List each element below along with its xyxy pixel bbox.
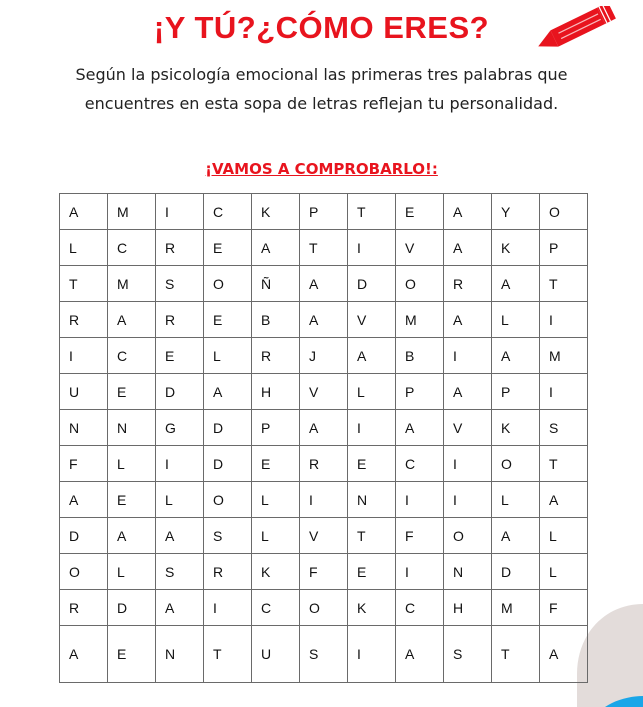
grid-cell[interactable]: E: [252, 446, 300, 482]
grid-cell[interactable]: N: [444, 554, 492, 590]
grid-cell[interactable]: H: [252, 374, 300, 410]
grid-cell[interactable]: E: [348, 554, 396, 590]
grid-cell[interactable]: L: [540, 518, 588, 554]
grid-cell[interactable]: R: [156, 230, 204, 266]
grid-cell[interactable]: R: [300, 446, 348, 482]
grid-cell[interactable]: S: [444, 626, 492, 683]
grid-cell[interactable]: R: [60, 302, 108, 338]
grid-cell[interactable]: R: [252, 338, 300, 374]
grid-cell[interactable]: I: [204, 590, 252, 626]
page-title: ¡Y TÚ?¿CÓMO ERES?: [153, 10, 490, 45]
grid-row: [60, 374, 588, 410]
grid-cell[interactable]: A: [300, 410, 348, 446]
grid-cell[interactable]: A: [300, 302, 348, 338]
grid-cell[interactable]: V: [396, 230, 444, 266]
grid-cell[interactable]: I: [444, 482, 492, 518]
grid-cell[interactable]: C: [252, 590, 300, 626]
grid-cell[interactable]: E: [396, 194, 444, 230]
grid-cell[interactable]: E: [204, 230, 252, 266]
grid-cell[interactable]: L: [492, 482, 540, 518]
grid-cell[interactable]: N: [108, 410, 156, 446]
grid-cell[interactable]: I: [156, 194, 204, 230]
grid-cell[interactable]: L: [252, 518, 300, 554]
grid-cell[interactable]: S: [156, 554, 204, 590]
grid-cell[interactable]: A: [492, 266, 540, 302]
grid-cell[interactable]: N: [60, 410, 108, 446]
grid-cell[interactable]: L: [348, 374, 396, 410]
grid-cell[interactable]: P: [252, 410, 300, 446]
grid-cell[interactable]: S: [204, 518, 252, 554]
grid-cell[interactable]: E: [156, 338, 204, 374]
grid-row: [60, 482, 588, 518]
grid-row: [60, 338, 588, 374]
grid-cell[interactable]: A: [348, 338, 396, 374]
grid-cell[interactable]: R: [60, 590, 108, 626]
grid-cell[interactable]: F: [540, 590, 588, 626]
grid-cell[interactable]: I: [396, 482, 444, 518]
grid-cell[interactable]: I: [348, 410, 396, 446]
pencil-icon: [530, 6, 622, 50]
grid-cell[interactable]: C: [108, 230, 156, 266]
grid-cell[interactable]: T: [540, 446, 588, 482]
grid-cell[interactable]: S: [300, 626, 348, 683]
grid-cell[interactable]: L: [108, 554, 156, 590]
grid-cell[interactable]: A: [204, 374, 252, 410]
grid-cell[interactable]: D: [156, 374, 204, 410]
grid-cell[interactable]: A: [60, 626, 108, 683]
grid-cell[interactable]: D: [108, 590, 156, 626]
grid-cell[interactable]: L: [492, 302, 540, 338]
grid-cell[interactable]: Ñ: [252, 266, 300, 302]
grid-cell[interactable]: T: [60, 266, 108, 302]
grid-cell[interactable]: L: [252, 482, 300, 518]
grid-cell[interactable]: A: [396, 410, 444, 446]
grid-cell[interactable]: A: [252, 230, 300, 266]
grid-cell[interactable]: F: [300, 554, 348, 590]
grid-cell[interactable]: T: [540, 266, 588, 302]
grid-cell[interactable]: O: [60, 554, 108, 590]
grid-cell[interactable]: A: [444, 230, 492, 266]
grid-cell[interactable]: K: [492, 230, 540, 266]
grid-cell[interactable]: D: [492, 554, 540, 590]
grid-cell[interactable]: T: [204, 626, 252, 683]
grid-cell[interactable]: P: [540, 230, 588, 266]
grid-cell[interactable]: E: [348, 446, 396, 482]
grid-cell[interactable]: J: [300, 338, 348, 374]
grid-cell[interactable]: I: [156, 446, 204, 482]
grid-cell[interactable]: D: [204, 446, 252, 482]
grid-row: [60, 194, 588, 230]
grid-cell[interactable]: E: [204, 302, 252, 338]
grid-cell[interactable]: A: [540, 626, 588, 683]
grid-cell[interactable]: T: [492, 626, 540, 683]
grid-cell[interactable]: M: [492, 590, 540, 626]
grid-cell[interactable]: D: [60, 518, 108, 554]
grid-cell[interactable]: M: [540, 338, 588, 374]
grid-row: [60, 446, 588, 482]
intro-text: [0, 60, 643, 118]
grid-cell[interactable]: L: [156, 482, 204, 518]
grid-cell[interactable]: A: [300, 266, 348, 302]
grid-cell[interactable]: D: [348, 266, 396, 302]
grid-cell[interactable]: A: [540, 482, 588, 518]
grid-cell[interactable]: A: [156, 590, 204, 626]
grid-cell[interactable]: I: [348, 626, 396, 683]
grid-cell[interactable]: U: [60, 374, 108, 410]
grid-cell[interactable]: O: [204, 482, 252, 518]
grid-cell[interactable]: A: [492, 338, 540, 374]
grid-cell[interactable]: A: [444, 302, 492, 338]
grid-row: [60, 410, 588, 446]
grid-cell[interactable]: O: [492, 446, 540, 482]
intro-line-1: Según la psicología emocional las primeras tres palabras que: [75, 65, 568, 84]
grid-cell[interactable]: A: [108, 518, 156, 554]
grid-cell[interactable]: R: [204, 554, 252, 590]
grid-row: [60, 518, 588, 554]
grid-cell[interactable]: L: [204, 338, 252, 374]
grid-cell[interactable]: R: [156, 302, 204, 338]
grid-cell[interactable]: V: [300, 374, 348, 410]
grid-cell[interactable]: A: [60, 482, 108, 518]
grid-cell[interactable]: O: [300, 590, 348, 626]
grid-cell[interactable]: E: [108, 482, 156, 518]
grid-cell[interactable]: I: [540, 374, 588, 410]
grid-cell[interactable]: E: [108, 374, 156, 410]
grid-cell[interactable]: L: [60, 230, 108, 266]
grid-cell[interactable]: I: [396, 554, 444, 590]
grid-cell[interactable]: C: [396, 590, 444, 626]
grid-cell[interactable]: S: [540, 410, 588, 446]
grid-cell[interactable]: U: [252, 626, 300, 683]
grid-row: [60, 554, 588, 590]
grid-cell[interactable]: M: [108, 266, 156, 302]
grid-cell[interactable]: C: [108, 338, 156, 374]
grid-cell[interactable]: V: [348, 302, 396, 338]
grid-cell[interactable]: E: [108, 626, 156, 683]
grid-row: [60, 302, 588, 338]
grid-cell[interactable]: T: [300, 230, 348, 266]
grid-cell[interactable]: T: [348, 194, 396, 230]
grid-cell[interactable]: I: [444, 338, 492, 374]
grid-cell[interactable]: P: [396, 374, 444, 410]
grid-row: [60, 230, 588, 266]
grid-cell[interactable]: Y: [492, 194, 540, 230]
grid-cell[interactable]: N: [348, 482, 396, 518]
grid-row: [60, 590, 588, 626]
grid-cell[interactable]: S: [156, 266, 204, 302]
grid-cell[interactable]: C: [204, 194, 252, 230]
grid-cell[interactable]: O: [444, 518, 492, 554]
grid-cell[interactable]: O: [540, 194, 588, 230]
grid-row: [60, 626, 588, 683]
grid-cell[interactable]: F: [60, 446, 108, 482]
intro-line-2: encuentres en esta sopa de letras reflejan tu personalidad.: [84, 94, 559, 113]
grid-cell[interactable]: F: [396, 518, 444, 554]
grid-cell[interactable]: I: [540, 302, 588, 338]
grid-cell[interactable]: L: [108, 446, 156, 482]
grid-cell[interactable]: T: [348, 518, 396, 554]
grid-cell[interactable]: A: [444, 194, 492, 230]
grid-cell[interactable]: I: [444, 446, 492, 482]
grid-cell[interactable]: G: [156, 410, 204, 446]
grid-cell[interactable]: M: [108, 194, 156, 230]
grid-cell[interactable]: H: [444, 590, 492, 626]
grid-cell[interactable]: D: [204, 410, 252, 446]
grid-cell[interactable]: L: [540, 554, 588, 590]
grid-cell[interactable]: I: [348, 230, 396, 266]
grid-row: [60, 266, 588, 302]
grid-cell[interactable]: A: [444, 374, 492, 410]
grid-cell[interactable]: K: [252, 554, 300, 590]
grid-cell[interactable]: K: [348, 590, 396, 626]
grid-cell[interactable]: A: [396, 626, 444, 683]
grid-cell[interactable]: N: [156, 626, 204, 683]
grid-cell[interactable]: K: [492, 410, 540, 446]
grid-cell[interactable]: B: [252, 302, 300, 338]
grid-cell[interactable]: V: [300, 518, 348, 554]
grid-cell[interactable]: C: [396, 446, 444, 482]
grid-cell[interactable]: A: [492, 518, 540, 554]
subtitle: ¡VAMOS A COMPROBARLO!:: [205, 160, 438, 178]
grid-cell[interactable]: K: [252, 194, 300, 230]
grid-cell[interactable]: O: [396, 266, 444, 302]
grid-cell[interactable]: O: [204, 266, 252, 302]
grid-cell[interactable]: P: [492, 374, 540, 410]
grid-cell[interactable]: R: [444, 266, 492, 302]
grid-cell[interactable]: V: [444, 410, 492, 446]
grid-cell[interactable]: A: [108, 302, 156, 338]
grid-cell[interactable]: A: [156, 518, 204, 554]
grid-cell[interactable]: A: [60, 194, 108, 230]
grid-cell[interactable]: M: [396, 302, 444, 338]
grid-cell[interactable]: B: [396, 338, 444, 374]
grid-cell[interactable]: I: [60, 338, 108, 374]
grid-cell[interactable]: I: [300, 482, 348, 518]
word-search-grid: [59, 193, 588, 683]
grid-cell[interactable]: P: [300, 194, 348, 230]
